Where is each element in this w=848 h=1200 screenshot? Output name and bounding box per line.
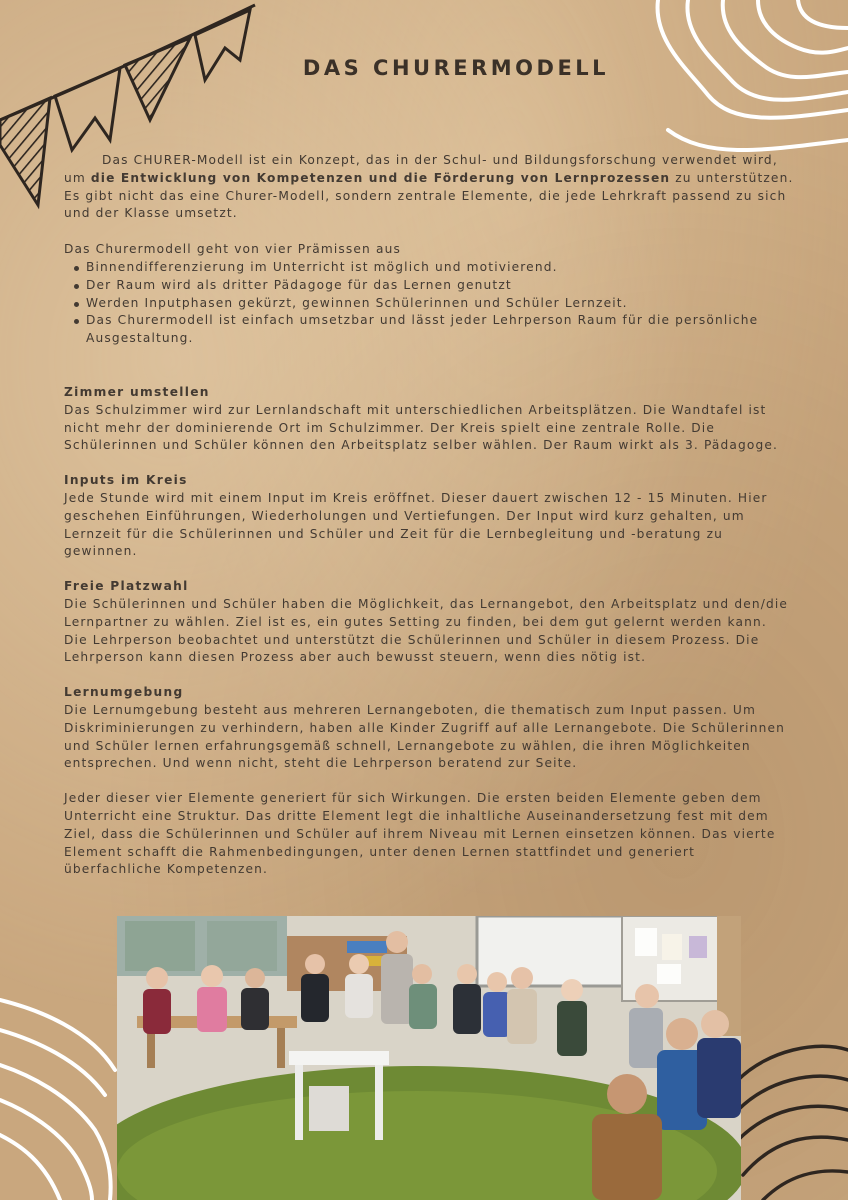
wavy-lines-top-right-decoration (648, 0, 848, 170)
section-body-lernumgebung: Die Lernumgebung besteht aus mehreren Lernangeboten, die thematisch zum Input passen. Um Diskriminierungen zu verhindern, haben alle Kinder Zugriff auf alle Lernangebote. Die Schülerinnen und Schüler lernen erfahrungsgemäß schnell, Lernangebote zu wählen, die ihren Möglichkeiten entsprechen. Und wenn nicht, steht die Lehrperson beratend zur Seite. (64, 702, 785, 771)
wavy-lines-bottom-right-decoration (738, 1040, 848, 1200)
list-item: Binnendifferenzierung im Unterricht ist möglich und motivierend. (74, 259, 794, 277)
section-heading-lernumgebung: Lernumgebung (64, 685, 184, 700)
intro-paragraph: Das CHURER-Modell ist ein Konzept, das in der Schul- und Bildungsforschung verwendet wird, um die Entwicklung von Kompetenzen und die Förderung von Lernprozessen zu unterstützen. Es gibt nicht das eine Churer-Modell, sondern zentrale Elemente, die jede Lehrkraft passend zu sich und der Klasse umsetzt. (64, 153, 794, 221)
wavy-lines-bottom-left-decoration (0, 990, 130, 1200)
premises-lead: Das Churermodell geht von vier Prämissen aus (64, 242, 401, 257)
classroom-scene-image (117, 916, 741, 1200)
conclusion-paragraph: Jeder dieser vier Elemente generiert für sich Wirkungen. Die ersten beiden Elemente geben dem Unterricht eine Struktur. Das dritte Element legt die inhaltliche Auseinandersetzung fest mit dem Ziel, dass die Schülerinnen und Schüler auf ihrem Niveau mit Lernen einsetzen können. Das vierte Element schafft die Rahmenbedingungen, unter denen Lernen stattfindet und generiert überfachliche Kompetenzen. (64, 791, 776, 877)
page-title: DAS CHURERMODELL (302, 56, 610, 80)
section-heading-platzwahl: Freie Platzwahl (64, 579, 189, 594)
premises-list (64, 259, 794, 348)
section-heading-inputs: Inputs im Kreis (64, 473, 188, 488)
intro-highlight: die Entwicklung von Kompetenzen und die Förderung von Lernprozessen (90, 170, 671, 185)
classroom-photo (117, 916, 741, 1200)
section-body-zimmer: Das Schulzimmer wird zur Lernlandschaft mit unterschiedlichen Arbeitsplätzen. Die Wandtafel ist nicht mehr der dominierende Ort im Schulzimmer. Der Kreis spielt eine zentrale Rolle. Die Schülerinnen und Schüler können den Arbeitsplatz selber wählen. Der Raum wirkt als 3. Pädagoge. (64, 402, 779, 453)
section-body-inputs: Jede Stunde wird mit einem Input im Kreis eröffnet. Dieser dauert zwischen 12 - 15 Minuten. Hier geschehen Einführungen, Wiederholungen und Vertiefungen. Der Input wird kurz gehalten, um Lernzeit für die Schülerinnen und Schüler und Zeit für die Lernbegleitung und -beratung zu gewinnen. (64, 490, 768, 559)
main-content (64, 152, 794, 879)
list-item: Das Churermodell ist einfach umsetzbar und lässt jeder Lehrperson Raum für die persönliche Ausgestaltung. (74, 312, 794, 348)
list-item: Werden Inputphasen gekürzt, gewinnen Schülerinnen und Schüler Lernzeit. (74, 295, 794, 313)
section-heading-zimmer: Zimmer umstellen (64, 384, 210, 399)
list-item: Der Raum wird als dritter Pädagoge für das Lernen genutzt (74, 277, 794, 295)
section-body-platzwahl: Die Schülerinnen und Schüler haben die Möglichkeit, das Lernangebot, den Arbeitsplatz und den/die Lernpartner zu wählen. Ziel ist es, ein gutes Setting zu finden, bei dem gut gelernt werden kann. Die Lehrperson beobachtet und unterstützt die Schülerinnen und Schüler in diesem Prozess. Die Lehrperson kann diesen Prozess aber auch bewusst steuern, wenn dies nötig ist. (64, 596, 789, 665)
